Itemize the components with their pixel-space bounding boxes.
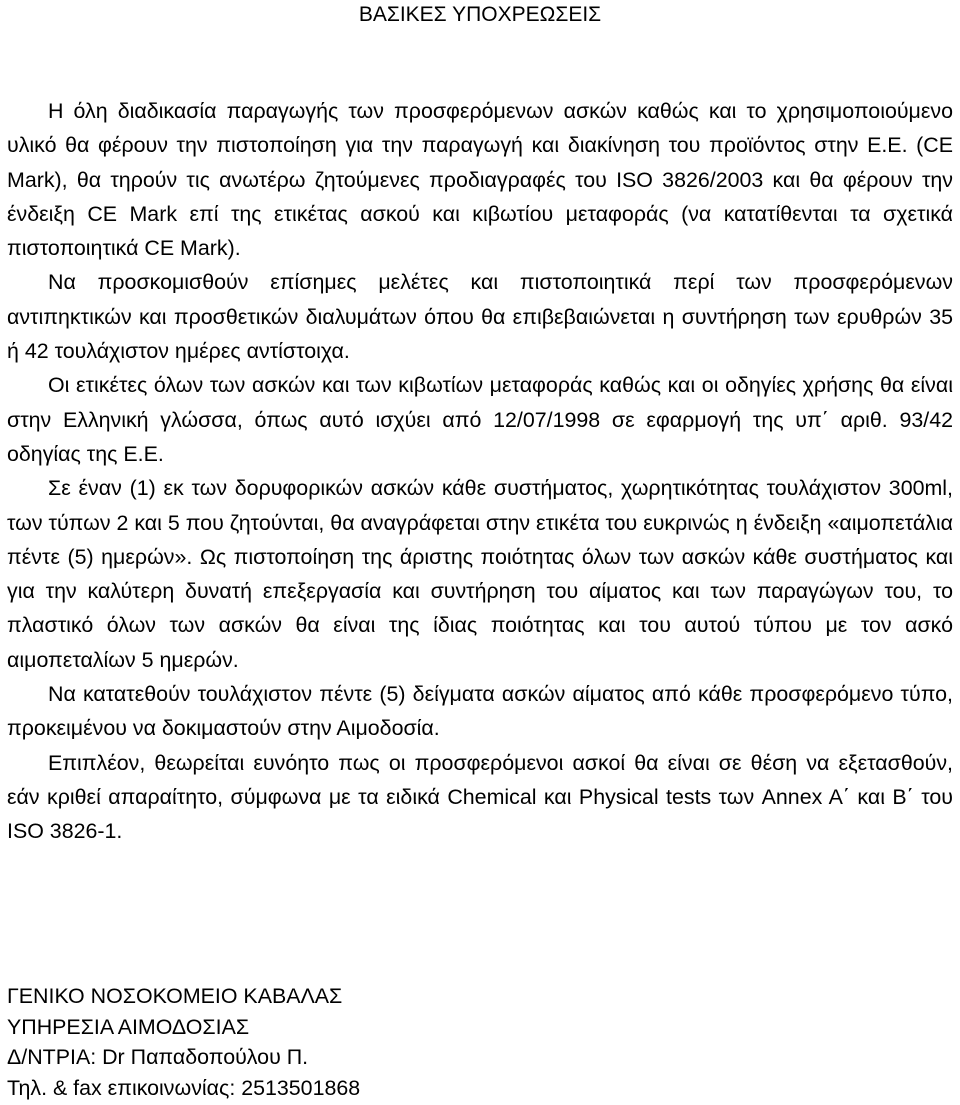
footer-director: Δ/ΝΤΡΙΑ: Dr Παπαδοπούλου Π. [7,1045,309,1069]
paragraph-labels-language: Οι ετικέτες όλων των ασκών και των κιβωτίων μεταφοράς καθώς και οι οδηγίες χρήσης θα είναι στην Ελληνική γλώσσα, όπως αυτό ισχύει από 12/07/1998 σε εφαρμογή της υπ΄ αριθ. 93/42 οδηγίας της Ε.Ε. [7,373,953,466]
footer-hospital: ΓΕΝΙΚΟ ΝΟΣΟΚΟΜΕΙΟ ΚΑΒΑΛΑΣ [7,984,343,1008]
paragraph-samples: Να κατατεθούν τουλάχιστον πέντε (5) δείγματα ασκών αίματος από κάθε προσφερόμενο τύπο, προκειμένου να δοκιμαστούν στην Αιμοδοσία. [7,682,953,741]
document-footer [7,981,907,1103]
paragraph-ce-certification: Η όλη διαδικασία παραγωγής των προσφερόμενων ασκών καθώς και το χρησιμοποιούμενο υλικό θα φέρουν την πιστοποίηση για την παραγωγή και διακίνηση του προϊόντος στην Ε.Ε. (CE Mark), θα τηρούν τις ανωτέρω ζητούμενες προδιαγραφές του ISO 3826/2003 και θα φέρουν την ένδειξη CE Mark επί της ετικέτας ασκού και κιβωτίου μεταφοράς (να κατατίθενται τα σχετικά πιστοποιητικά CE Mark). [7,99,953,261]
footer-department: ΥΠΗΡΕΣΙΑ ΑΙΜΟΔΟΣΙΑΣ [7,1014,250,1039]
paragraph-tests: Επιπλέον, θεωρείται ευνόητο πως οι προσφερόμενοι ασκοί θα είναι σε θέση να εξετασθούν, εάν κριθεί απαραίτητο, σύμφωνα με τα ειδικά Chemical και Physical tests των Annex A΄ και B΄ του ISO 3826-1. [7,750,953,844]
footer-contact: Τηλ. & fax επικοινωνίας: 2513501868 [7,1075,361,1100]
document-body [7,94,953,849]
paragraph-studies-certificates: Να προσκομισθούν επίσημες μελέτες και πιστοποιητικά περί των προσφερόμενων αντιπηκτικών και προσθετικών διαλυμάτων όπου θα επιβεβαιώνεται η συντήρηση των ερυθρών 35 ή 42 τουλάχιστον ημέρες αντίστοιχα. [7,270,953,364]
paragraph-satellite-bags: Σε έναν (1) εκ των δορυφορικών ασκών κάθε συστήματος, χωρητικότητας τουλάχιστον 300ml, των τύπων 2 και 5 που ζητούνται, θα αναγράφεται στην ετικέτα του ευκρινώς η ένδειξη «αιμοπετάλια πέντε (5) ημερών». Ως πιστοποίηση της άριστης ποιότητας όλων των ασκών κάθε συστήματος και για την καλύτερη δυνατή επεξεργασία και συντήρηση του αίματος και των παραγώγων του, το πλαστικό όλων των ασκών θα είναι της ίδιας ποιότητας και του αυτού τύπου με τον ασκό αιμοπεταλίων 5 ημερών. [7,476,953,672]
document-title: ΒΑΣΙΚΕΣ ΥΠΟΧΡΕΩΣΕΙΣ [358,3,602,26]
